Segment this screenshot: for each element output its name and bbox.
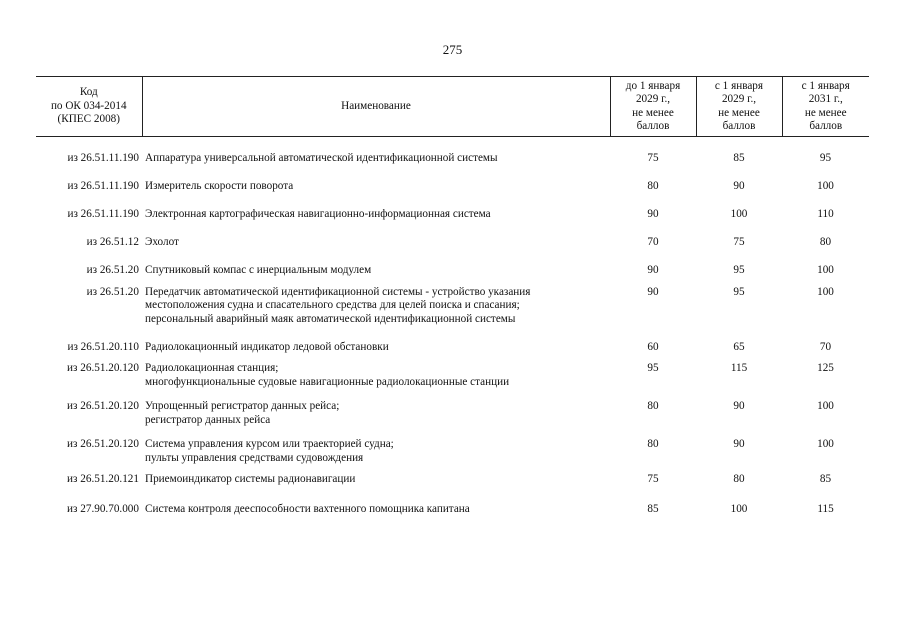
row-code: из 26.51.12	[86, 236, 139, 248]
row-code: из 26.51.20.110	[67, 340, 139, 353]
header-col3-line: баллов	[809, 120, 843, 132]
row-value-col3: 95	[819, 152, 832, 164]
row-value-col1: 90	[647, 264, 659, 276]
row-value-col2: 100	[730, 208, 748, 220]
row-value-col1: 75	[647, 473, 659, 485]
row-value-col1: 90	[647, 208, 659, 220]
row-value-col3: 110	[817, 208, 834, 220]
row-name-line: Приемоиндикатор системы радионавигации	[145, 473, 356, 485]
row-value-col3: 100	[817, 438, 834, 450]
page-number: 275	[442, 42, 463, 57]
row-code: из 26.51.20	[86, 285, 139, 298]
header-col3-line: 2031 г.,	[808, 93, 843, 105]
row-name-line: Аппаратура универсальной автоматической идентификационной системы	[145, 152, 498, 164]
table-row	[36, 236, 869, 250]
row-name-line: Электронная картографическая навигационно-информационная система	[145, 208, 491, 220]
row-value-col1: 70	[647, 236, 659, 248]
row-name	[142, 362, 610, 389]
table-header-row	[36, 77, 869, 137]
row-value-col2: 90	[733, 438, 745, 450]
row-name-line: регистратор данных рейса	[145, 413, 271, 426]
header-col3-line: не менее	[804, 106, 847, 119]
table-row	[36, 400, 869, 427]
row-name	[142, 438, 610, 465]
row-value-col3: 125	[817, 362, 834, 374]
row-name	[142, 341, 610, 355]
row-value-col3: 85	[819, 473, 832, 485]
row-value-col3: 115	[817, 502, 834, 515]
row-name	[142, 208, 610, 222]
row-name-line: Система контроля дееспособности вахтенного помощника капитана	[145, 502, 470, 515]
row-name-line: местоположения судна и спасательного средства для целей поиска и спасания;	[145, 299, 520, 311]
table-row	[36, 180, 869, 194]
row-value-col1: 90	[647, 285, 659, 298]
row-value-col1: 80	[647, 180, 659, 192]
table-row	[36, 473, 869, 487]
row-name-line: Система управления курсом или траекторией судна;	[145, 438, 394, 450]
header-name: Наименование	[142, 77, 610, 137]
row-value-col2: 75	[733, 236, 745, 248]
row-value-col2: 95	[733, 264, 745, 276]
table-row	[36, 152, 869, 166]
table-row	[36, 264, 869, 278]
row-value-col2: 65	[733, 340, 745, 353]
row-name-line: Измеритель скорости поворота	[145, 180, 294, 192]
row-value-col1: 80	[647, 438, 659, 450]
header-col1-line: 2029 г.,	[635, 93, 671, 105]
table-row	[36, 503, 869, 517]
row-value-col2: 80	[733, 473, 745, 485]
row-value-col3: 80	[819, 236, 832, 248]
row-code: из 26.51.20.120	[67, 438, 139, 450]
row-value-col1: 85	[647, 502, 659, 515]
row-name	[142, 503, 610, 517]
header-code	[36, 77, 142, 137]
requirements-table	[36, 76, 869, 516]
row-value-col1: 80	[647, 400, 659, 412]
row-name-line: Радиолокационная станция;	[145, 362, 279, 374]
row-name	[142, 473, 610, 487]
row-value-col2: 90	[733, 180, 745, 192]
header-col2-line: баллов	[722, 120, 756, 132]
header-col2-line: 2029 г.,	[721, 93, 757, 105]
header-col3-line: с 1 января	[801, 79, 850, 92]
row-value-col3: 100	[817, 180, 834, 192]
row-name-line: персональный аварийный маяк автоматической идентификационной системы	[145, 312, 516, 325]
row-code: из 26.51.11.190	[67, 208, 139, 220]
row-code: из 27.90.70.000	[67, 502, 139, 515]
row-code: из 26.51.11.190	[67, 180, 139, 192]
header-code-line: Код	[79, 86, 98, 99]
header-col1-line: не менее	[632, 106, 674, 119]
row-name-line: Спутниковый компас с инерциальным модулем	[145, 264, 372, 276]
row-code: из 26.51.20.120	[67, 400, 139, 412]
row-value-col2: 95	[733, 285, 745, 298]
table-row	[36, 286, 869, 327]
table-row	[36, 362, 869, 389]
row-code: из 26.51.20.120	[67, 362, 139, 374]
row-value-col3: 100	[817, 400, 834, 412]
row-name	[142, 400, 610, 427]
row-name	[142, 152, 610, 166]
row-value-col3: 70	[819, 340, 832, 353]
header-col1	[610, 77, 696, 137]
table-row	[36, 208, 869, 222]
row-name-line: Радиолокационный индикатор ледовой обстановки	[145, 340, 389, 353]
row-value-col3: 100	[817, 285, 834, 298]
row-name-line: пульты управления средствами судовождения	[145, 451, 364, 464]
header-col2-line: не менее	[718, 106, 760, 119]
row-name	[142, 180, 610, 194]
row-value-col1: 95	[647, 362, 659, 374]
row-value-col3: 100	[817, 264, 834, 276]
row-value-col2: 100	[730, 502, 748, 515]
row-value-col2: 115	[730, 362, 748, 374]
row-code: из 26.51.20	[86, 264, 139, 276]
row-name-line: Эхолот	[145, 236, 179, 248]
table-row	[36, 438, 869, 465]
header-col2	[696, 77, 782, 137]
row-name	[142, 286, 610, 327]
header-col1-line: баллов	[636, 120, 670, 132]
row-name-line: Упрощенный регистратор данных рейса;	[145, 400, 340, 412]
row-name	[142, 236, 610, 250]
header-col2-line: с 1 января	[714, 79, 764, 92]
row-name-line: Передатчик автоматической идентификационной системы - устройство указания	[145, 285, 531, 298]
table-row	[36, 341, 869, 355]
header-code-line: (КПЕС 2008)	[57, 113, 120, 126]
row-code: из 26.51.11.190	[67, 152, 139, 164]
row-name-line: многофункциональные судовые навигационные радиолокационные станции	[145, 375, 510, 388]
header-col1-line: до 1 января	[625, 79, 681, 92]
row-value-col1: 75	[647, 152, 659, 164]
row-value-col1: 60	[647, 340, 659, 353]
header-col3	[782, 77, 869, 137]
row-code: из 26.51.20.121	[67, 473, 139, 485]
row-name	[142, 264, 610, 278]
row-value-col2: 90	[733, 400, 745, 412]
header-code-line: по ОК 034-2014	[50, 99, 127, 112]
row-value-col2: 85	[733, 152, 745, 164]
